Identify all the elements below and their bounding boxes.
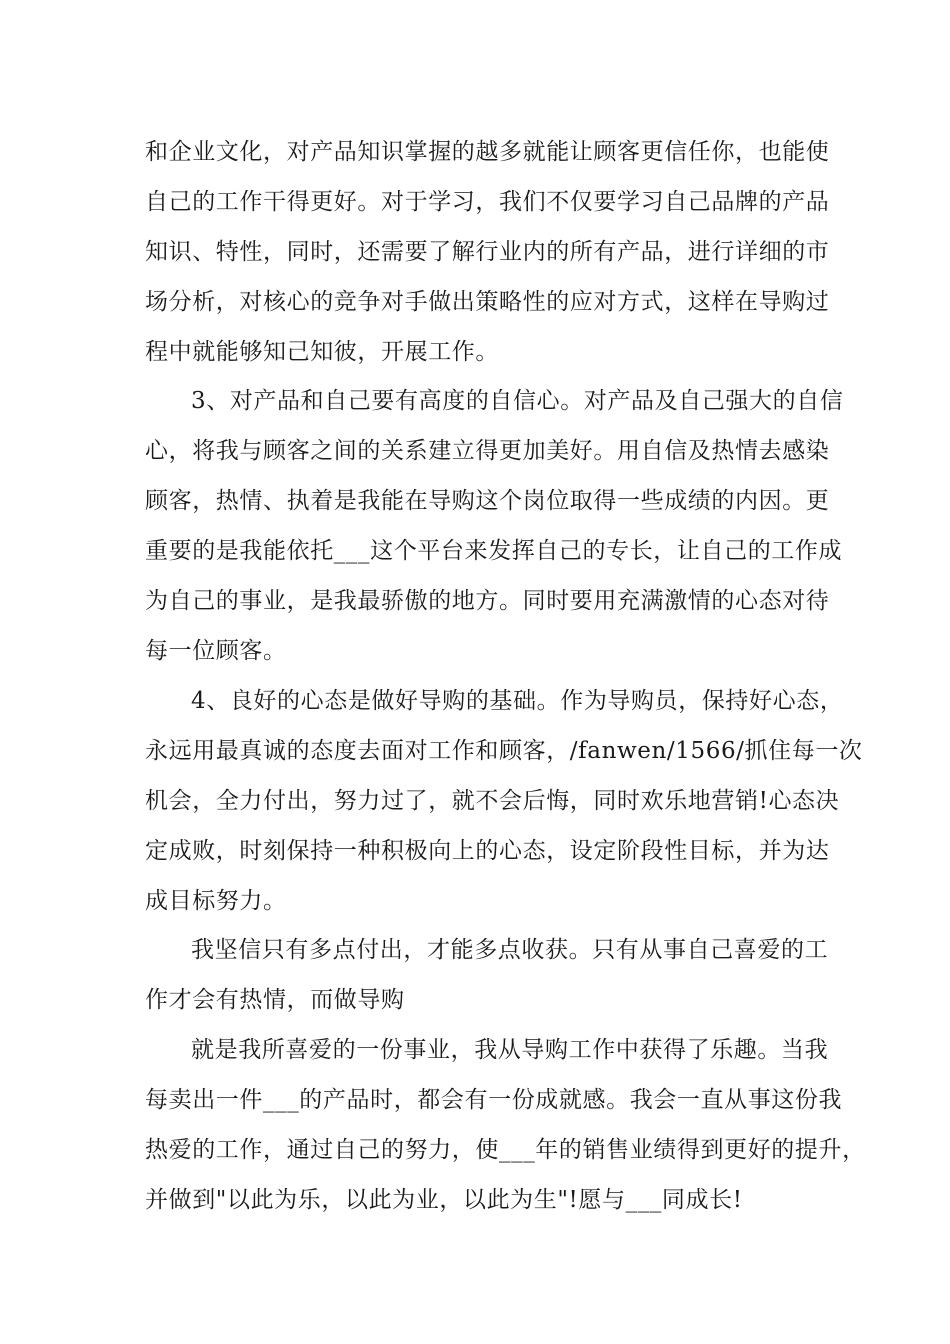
text-line: 重要的是我能依托___这个平台来发挥自己的专长，让自己的工作成 xyxy=(145,538,843,564)
text-line: 机会，全力付出，努力过了，就不会后悔，同时欢乐地营销!心态决 xyxy=(145,788,840,814)
text-line: 永远用最真诚的态度去面对工作和顾客，/fanwen/1566/抓住每一次 xyxy=(145,738,863,764)
text-line: 每一位顾客。 xyxy=(145,638,287,664)
text-line: 为自己的事业，是我最骄傲的地方。同时要用充满激情的心态对待 xyxy=(145,588,830,614)
text-line: 顾客，热情、执着是我能在导购这个岗位取得一些成绩的内因。更 xyxy=(145,488,830,514)
text-line: 程中就能够知己知彼，开展工作。 xyxy=(145,339,499,365)
paragraph-start-line: 就是我所喜爱的一份事业，我从导购工作中获得了乐趣。当我 xyxy=(191,1037,829,1063)
text-line: 心，将我与顾客之间的关系建立得更加美好。用自信及热情去感染 xyxy=(145,438,830,464)
text-line: 并做到"以此为乐，以此为业，以此为生"!愿与___同成长! xyxy=(145,1187,743,1213)
paragraph-start-line: 4、良好的心态是做好导购的基础。作为导购员，保持好心态， xyxy=(191,688,844,714)
paragraph-start-line: 3、对产品和自己要有高度的自信心。对产品及自己强大的自信 xyxy=(191,388,844,414)
text-line: 每卖出一件___的产品时，都会有一份成就感。我会一直从事这份我 xyxy=(145,1087,843,1113)
text-line: 定成败，时刻保持一种积极向上的心态，设定阶段性目标，并为达 xyxy=(145,838,830,864)
text-line: 和企业文化，对产品知识掌握的越多就能让顾客更信任你，也能使 xyxy=(145,139,830,165)
text-line: 作才会有热情，而做导购 xyxy=(145,987,405,1013)
text-line: 成目标努力。 xyxy=(145,888,287,914)
paragraph-start-line: 我坚信只有多点付出，才能多点收获。只有从事自己喜爱的工 xyxy=(191,937,829,963)
text-line: 场分析，对核心的竞争对手做出策略性的应对方式，这样在导购过 xyxy=(145,289,830,315)
text-line: 知识、特性，同时，还需要了解行业内的所有产品，进行详细的市 xyxy=(145,239,830,265)
text-line: 自己的工作干得更好。对于学习，我们不仅要学习自己品牌的产品 xyxy=(145,189,830,215)
text-line: 热爱的工作，通过自己的努力，使___年的销售业绩得到更好的提升， xyxy=(145,1137,866,1163)
